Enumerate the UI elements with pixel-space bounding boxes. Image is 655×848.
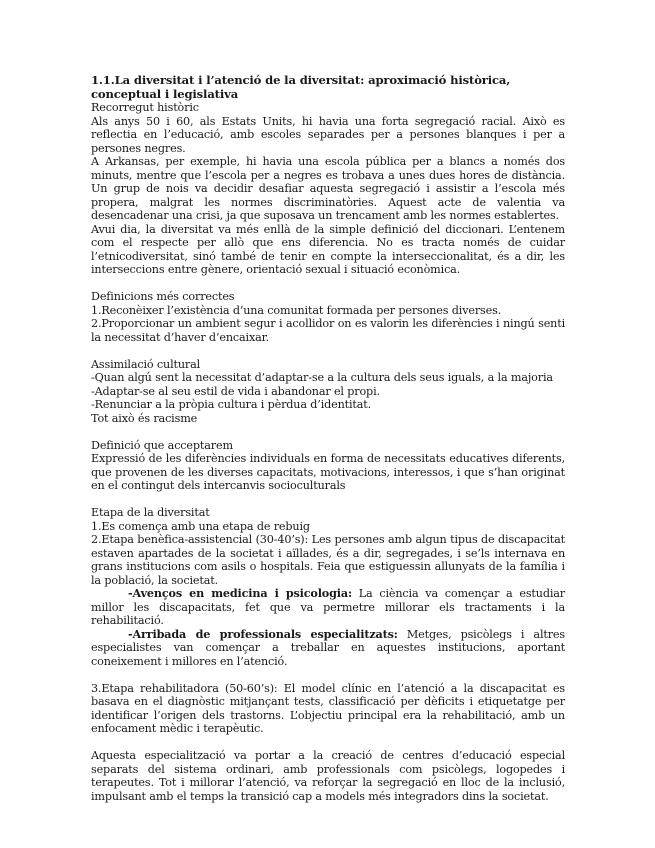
recorregut-paragraph-3: Avui dia, la diversitat va més enllà de la simple definició del diccionari. L’entenem com el respecte per allò que ens diferencia. No es tracta només de cuidar l’etnicodiversitat, sinó també de tenir en compte la interseccionalitat, és a dir, les interseccions entre gènere, orientació sexual i situació econòmica.	[91, 222, 565, 276]
etapa-item-2: 2.Etapa benèfica-assistencial (30-40’s): Les persones amb algun tipus de discapacitat estaven apartades de la societat i aïllades, és a dir, segregades, i se’ls internava en grans institucions com asils o hospitals. Feia que estiguessin allunyats de la família i la població, la societat.	[91, 533, 565, 587]
spacer	[91, 277, 565, 291]
definicio-title: Definició que acceptarem	[91, 438, 233, 452]
assimilacio-title: Assimilació cultural	[91, 357, 201, 371]
document-page	[91, 74, 565, 803]
etapa-subitem-medicina-label: -Avenços en medicina i psicologia:	[128, 586, 352, 600]
recorregut-paragraph-1: Als anys 50 i 60, als Estats Units, hi havia una forta segregació racial. Això es reflectia en l’educació, amb escoles separades per a persones blanques i per a persones negres.	[91, 114, 565, 155]
definicions-title: Definicions més correctes	[91, 290, 235, 303]
spacer	[91, 668, 565, 682]
etapa-subitem-professionals	[91, 628, 565, 669]
etapa-subitem-medicina-text: La ciència va començar a estudiar millor les discapacitats, fet que va permetre millorar els tractaments i la rehabilitació.	[91, 587, 565, 627]
definicions-item-2: 2.Proporcionar un ambient segur i acollidor on es valorin les diferències i ningú senti la necessitat d’haver d’encaixar.	[91, 317, 565, 344]
definicio-text: Expressió de les diferències individuals en forma de necessitats educatives diferents, que provenen de les diverses capacitats, motivacions, interessos, i que s’han originat en el contingut dels intercanvis socioculturals	[91, 452, 565, 492]
definicions-item-1: 1.Reconèixer l’existència d’una comunitat formada per persones diverses.	[91, 303, 502, 317]
recorregut-title: Recorregut històric	[91, 101, 199, 114]
etapa-subitem-medicina	[91, 587, 565, 628]
etapa-subitem-professionals-label: -Arribada de professionals especialitzats:	[128, 626, 398, 641]
assimilacio-conclusion: Tot això és racisme	[91, 411, 198, 425]
assimilacio-item-1: -Quan algú sent la necessitat d’adaptar-se a la cultura dels seus iguals, a la majoria	[91, 371, 553, 384]
spacer	[91, 736, 565, 750]
spacer	[91, 344, 565, 358]
assimilacio-item-3: -Renunciar a la pròpia cultura i pèrdua d’identitat.	[91, 398, 372, 411]
etapa-item-1: 1.Es comença amb una etapa de rebuig	[91, 519, 310, 533]
recorregut-paragraph-2: A Arkansas, per exemple, hi havia una escola pública per a blancs a només dos minuts, mentre que l’escola per a negres es trobava a unes dues hores de distància. Un grup de nois va decidir desafiar aquesta segregació i assistir a l’escola més propera, malgrat les normes discriminatòries. Aquest acte de valentia va desencadenar una crisi, ja que suposava un trencament amb les normes establertes.	[91, 155, 565, 222]
etapa-subitem-professionals-text: Metges, psicòlegs i altres especialistes van començar a treballar en aquestes institucions, aportant coneixement i millores en l’atenció.	[91, 627, 565, 668]
spacer	[91, 493, 565, 507]
spacer	[91, 425, 565, 439]
closing-paragraph: Aquesta especialització va portar a la creació de centres d’educació especial separats del sistema ordinari, amb professionals com psicòlegs, logopedes i terapeutes. Tot i millorar l’atenció, va reforçar la segregació en lloc de la inclusió, impulsant amb el temps la transició cap a models més integradors dins la societat.	[91, 749, 565, 803]
section-heading: 1.1.La diversitat i l’atenció de la diversitat: aproximació històrica, conceptual i legislativa	[91, 73, 511, 101]
assimilacio-item-2: -Adaptar-se al seu estil de vida i abandonar el propi.	[91, 384, 380, 398]
etapa-item-3: 3.Etapa rehabilitadora (50-60’s): El model clínic en l’atenció a la discapacitat es basava en el diagnòstic mitjançant tests, classificació per dèficits i etiquetatge per identificar l’origen dels trastorns. L’objectiu principal era la rehabilitació, amb un enfocament mèdic i terapèutic.	[91, 681, 565, 735]
etapa-title: Etapa de la diversitat	[91, 506, 210, 519]
